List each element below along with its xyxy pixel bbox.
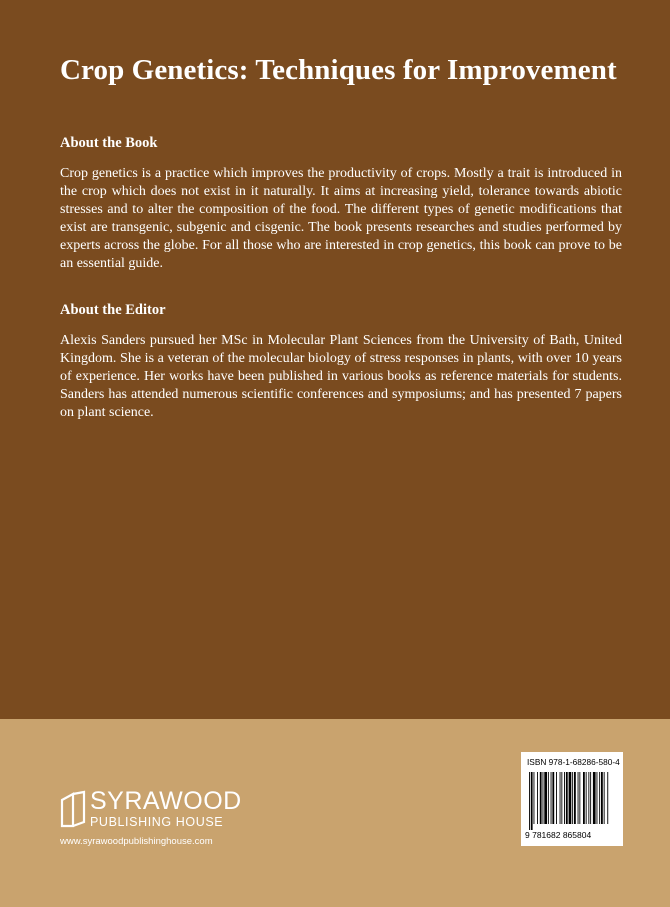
- barcode-digits: 9 781682 865804: [525, 830, 592, 840]
- barcode-box: [521, 752, 623, 846]
- publisher-name: SYRAWOOD: [90, 787, 242, 815]
- about-editor-heading: About the Editor: [60, 302, 166, 318]
- book-icon: [60, 790, 86, 828]
- about-book-heading: About the Book: [60, 135, 158, 151]
- publisher-url: www.syrawoodpublishinghouse.com: [60, 836, 213, 847]
- isbn-label: ISBN 978-1-68286-580-4: [527, 757, 620, 767]
- about-editor-text: Alexis Sanders pursued her MSc in Molecular Plant Sciences from the University of Bath, United Kingdom. She is a veteran of the molecular biology of stress responses in plants, with over 10 years of experience. Her works have been published in various books as reference materials for students. Sanders has attended numerous scientific conferences and symposiums; and has presented 7 papers on plant science.: [60, 333, 622, 420]
- publisher-subtitle: PUBLISHING HOUSE: [90, 815, 224, 829]
- barcode-image: [529, 772, 617, 830]
- book-title: Crop Genetics: Techniques for Improvement: [60, 54, 617, 86]
- about-book-text: Crop genetics is a practice which improves the productivity of crops. Mostly a trait is introduced in the crop which does not exist in it naturally. It aims at increasing yield, tolerance towards abiotic stresses and to alter the composition of the food. The different types of genetic modifications that exist are transgenic, subgenic and cisgenic. The book presents researches and studies performed by experts across the globe. For all those who are interested in crop genetics, this book can prove to be an essential guide.: [60, 166, 622, 271]
